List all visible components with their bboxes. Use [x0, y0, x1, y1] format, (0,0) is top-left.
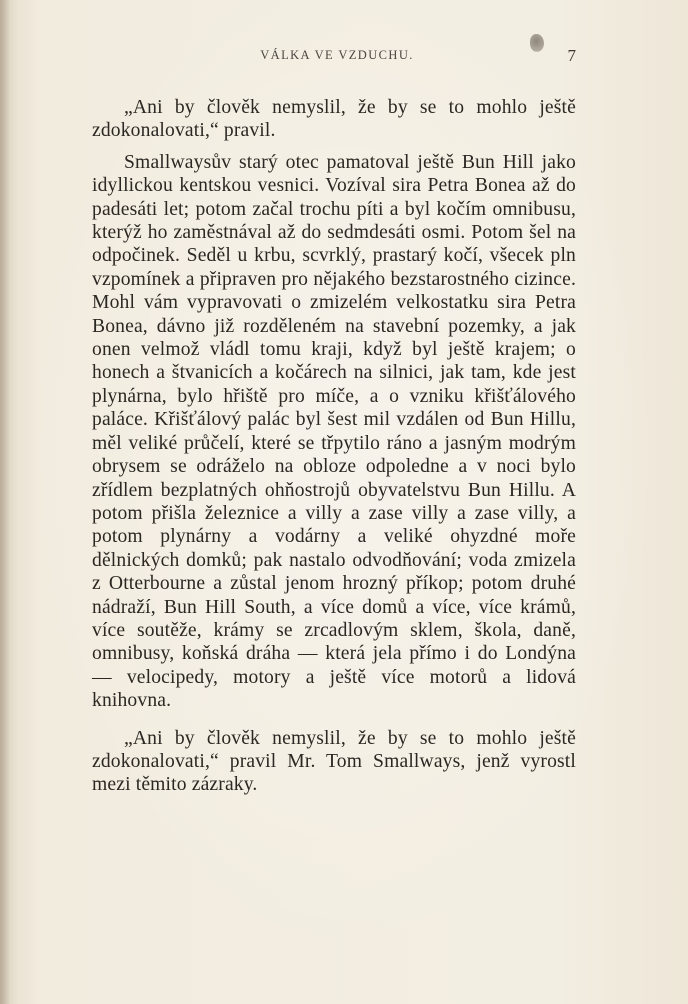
page-number: 7 — [567, 46, 576, 65]
paragraph-2: Smallwaysův starý otec pamatoval ještě Bun Hill jako idyllickou kentskou vesnici. Vozíval sira Petra Bonea až do padesáti let; potom začal trochu píti a byl kočím omnibusu, kterýž ho zaměstnával až do sedmdesáti osmi. Potom šel na odpočinek. Seděl u krbu, scvrklý, prastarý kočí, všecek pln vzpomínek a připraven pro nějakého bezstarostného cizince. Mohl vám vypravovati o zmizelém velkostatku sira Petra Bonea, dávno již rozděleném na stavební pozemky, a jak onen velmož vládl tomu kraji, když byl ještě krajem; o honech a štvanicích a kočárech na silnici, jak tam, kde jest plynárna, bylo hřiště pro míče, a o vzniku křišťálového paláce. Křišťálový palác byl šest mil vzdálen od Bun Hillu, měl veliké průčelí, které se třpytilo ráno a jasným modrým obrysem se odráželo na obloze odpoledne a v noci bylo zřídlem bezplatných ohňostrojů obyvatelstvu Bun Hillu. A potom přišla železnice a villy a zase villy a zase villy, a potom plynárny a vodárny a veliké ohyzdné moře dělnických domků; pak nastalo odvodňování; voda zmizela z Otterbourne a zůstal jenom hrozný příkop; potom druhé nádraží, Bun Hill South, a více domů a více, více krámů, více soutěže, krámy se zrcadlovým sklem, škola, daně, omnibusy, koňská dráha — která jela přímo i do Londýna — velocipedy, motory a ještě více motorů a lidová knihovna. — [92, 151, 576, 712]
ink-blot-mark — [530, 34, 544, 52]
paragraph-3: „Ani by člověk nemyslil, že by se to mohlo ještě zdokonalovati,“ pravil Mr. Tom Smallways, jenž vyrostl mezi těmito zázraky. — [92, 727, 576, 796]
page-binding-edge — [0, 0, 10, 1004]
body-text — [92, 96, 576, 797]
running-title: VÁLKA VE VZDUCHU. — [260, 48, 414, 62]
paragraph-1: „Ani by člověk nemyslil, že by se to mohlo ještě zdokonalovati,“ pravil. — [92, 97, 576, 142]
running-header — [92, 46, 582, 68]
